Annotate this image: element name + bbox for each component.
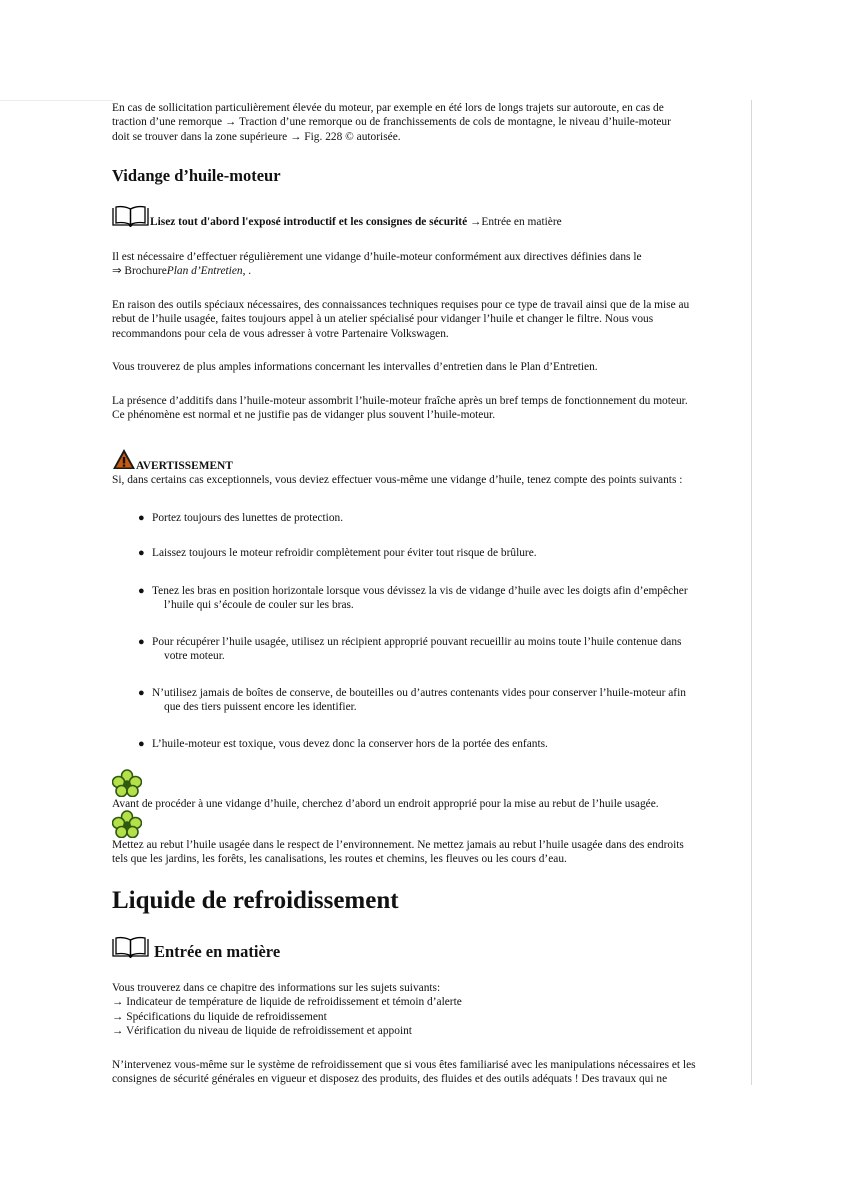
book-icon bbox=[112, 205, 149, 227]
warning-list-item bbox=[138, 686, 737, 715]
text-line: La présence d’additifs dans l’huile-moteur assombrit l’huile-moteur fraîche après un bref temps de fonctionnement du moteur. bbox=[112, 395, 688, 407]
text-line: tels que les jardins, les forêts, les canalisations, les routes et chemins, les fleuves ou les cours d’eau. bbox=[112, 853, 567, 866]
text-line: Portez toujours des lunettes de protection. bbox=[152, 512, 344, 524]
text-line: Il est nécessaire d’effectuer régulièrement une vidange d’huile-moteur conformément aux directives définies dans le bbox=[112, 251, 642, 263]
warning-intro: Si, dans certains cas exceptionnels, vous deviez effectuer vous-même une vidange d’huile, tenez compte des points suivants : bbox=[112, 474, 683, 486]
text-fragment: , . bbox=[242, 265, 252, 278]
bullet-icon: ● bbox=[138, 547, 145, 559]
warning-list-item bbox=[138, 511, 737, 525]
text-line: Vous trouverez dans ce chapitre des informations sur les sujets suivants: bbox=[112, 982, 441, 994]
text-line: Vous trouverez de plus amples informations concernant les intervalles d’entretien dans le Plan d’Entretien. bbox=[112, 361, 598, 373]
topic-link-verification[interactable]: → Vérification du niveau de liquide de refroidissement et appoint bbox=[112, 1025, 412, 1038]
text-line: N’intervenez vous-même sur le système de refroidissement que si vous êtes familiarisé avec les manipulations nécessaires et les bbox=[112, 1059, 696, 1071]
chapter-heading-liquide: Liquide de refroidissement bbox=[112, 887, 399, 914]
frame-top-rule bbox=[0, 100, 113, 101]
text-line: doit se trouver dans la zone supérieure → Fig. 228 © autorisée. bbox=[112, 130, 401, 143]
text-line: que des tiers puissent encore les identifier. bbox=[164, 701, 357, 714]
subheading-entree-en-matiere bbox=[112, 934, 737, 962]
topic-link-specifications[interactable]: → Spécifications du liquide de refroidissement bbox=[112, 1010, 327, 1023]
warning-list-item bbox=[138, 635, 737, 664]
bullet-icon: ● bbox=[138, 585, 145, 597]
bullet-icon: ● bbox=[138, 738, 145, 750]
text-line: En cas de sollicitation particulièrement élevée du moteur, par exemple en été lors de longs trajets sur autoroute, en cas de bbox=[112, 102, 664, 114]
text-line: N’utilisez jamais de boîtes de conserve, de bouteilles ou d’autres contenants vides pour conserver l’huile-moteur afin bbox=[152, 687, 686, 699]
warning-list-item bbox=[138, 546, 737, 560]
book-icon bbox=[112, 936, 149, 958]
read-first-line bbox=[112, 205, 737, 229]
text-line: Tenez les bras en position horizontale lorsque vous dévissez la vis de vidange d’huile avec les doigts afin d’empêcher bbox=[152, 585, 688, 597]
brochure-link[interactable]: ⇒ Brochure bbox=[112, 265, 167, 278]
paragraph bbox=[112, 360, 737, 374]
warning-list-item bbox=[138, 737, 737, 751]
intro-paragraph bbox=[112, 101, 737, 144]
environment-flower-icon bbox=[112, 810, 142, 838]
text-line: recommandons pour cela de vous adresser à votre Partenaire Volkswagen. bbox=[112, 327, 449, 340]
frame-right-rule bbox=[751, 100, 752, 1085]
paragraph bbox=[112, 250, 737, 279]
text-line: traction d’une remorque → Traction d’une remorque ou de franchissements de cols de montagne, le niveau d’huile-moteur bbox=[112, 116, 671, 129]
text-line: L’huile-moteur est toxique, vous devez donc la conserver hors de la portée des enfants. bbox=[152, 738, 548, 750]
environment-note-2 bbox=[112, 838, 737, 867]
text-line: Mettez au rebut l’huile usagée dans le respect de l’environnement. Ne mettez jamais au rebut l’huile usagée dans des endroits bbox=[112, 839, 684, 851]
bullet-icon: ● bbox=[138, 512, 145, 524]
paragraph bbox=[112, 394, 737, 423]
text-line: Ce phénomène est normal et ne justifie pas de vidanger plus souvent l’huile-moteur. bbox=[112, 409, 496, 422]
text-line: En raison des outils spéciaux nécessaires, des connaissances techniques requises pour ce type de travail ainsi que de la mise au bbox=[112, 299, 690, 311]
text-line: l’huile qui s’écoule de couler sur les bras. bbox=[164, 599, 354, 612]
entree-en-matiere-link[interactable]: →Entrée en matière bbox=[467, 216, 562, 228]
warning-list-item bbox=[138, 584, 737, 613]
subheading-text: Entrée en matière bbox=[154, 942, 281, 961]
bullet-icon: ● bbox=[138, 687, 145, 699]
text-line: rebut de l’huile usagée, faites toujours appel à un atelier spécialisé pour vidanger l’huile et changer le filtre. Nous vous bbox=[112, 313, 654, 326]
read-first-text: Lisez tout d'abord l'exposé introductif et les consignes de sécurité bbox=[150, 216, 468, 228]
text-line bbox=[112, 264, 737, 278]
bullet-icon: ● bbox=[138, 636, 145, 648]
paragraph bbox=[112, 298, 737, 341]
warning-label: AVERTISSEMENT bbox=[136, 460, 233, 472]
text-line: Pour récupérer l’huile usagée, utilisez un récipient approprié pouvant recueillir au moins toute l’huile contenue dans bbox=[152, 636, 682, 648]
topics-block bbox=[112, 981, 737, 1039]
plan-entretien-title: Plan d’Entretien bbox=[166, 265, 243, 278]
paragraph bbox=[112, 1058, 742, 1087]
warning-triangle-icon bbox=[112, 448, 136, 470]
topic-link-temperature[interactable]: → Indicateur de température de liquide de refroidissement et témoin d’alerte bbox=[112, 996, 462, 1009]
environment-flower-icon bbox=[112, 769, 142, 797]
text-line: consignes de sécurité générales en vigueur et disposez des produits, des fluides et des outils adéquats ! Des travaux qui ne bbox=[112, 1073, 668, 1086]
environment-note-1: Avant de procéder à une vidange d’huile, cherchez d’abord un endroit approprié pour la mise au rebut de l’huile usagée. bbox=[112, 798, 659, 810]
text-line: Laissez toujours le moteur refroidir complètement pour éviter tout risque de brûlure. bbox=[152, 547, 537, 559]
text-line: votre moteur. bbox=[164, 650, 225, 663]
section-heading-vidange: Vidange d’huile-moteur bbox=[112, 166, 281, 185]
